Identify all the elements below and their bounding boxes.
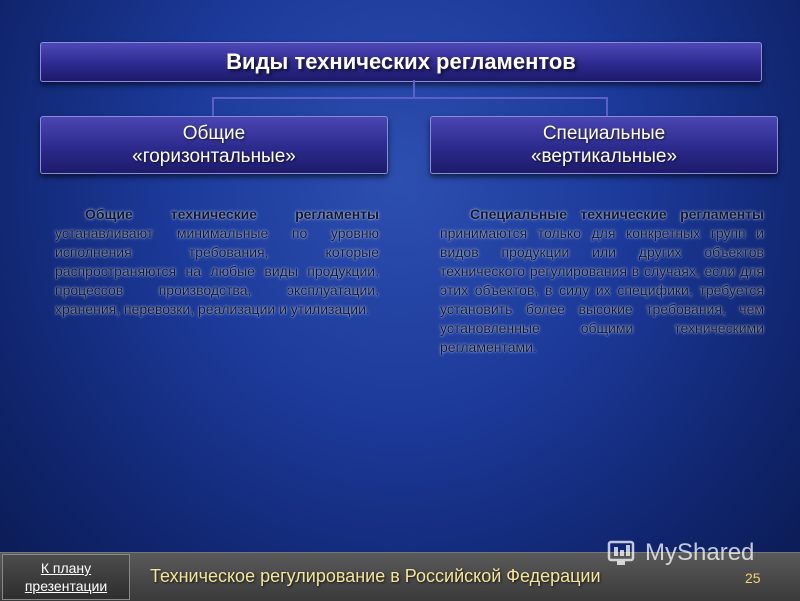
connector-right-drop: [606, 97, 608, 116]
to-plan-line1: К плану: [40, 560, 92, 576]
category-general-box: [40, 116, 388, 174]
special-description-bold: Специальные технические регламенты: [470, 206, 764, 222]
category-special-line1: Специальные: [542, 123, 666, 144]
category-general-line2: «горизонтальные»: [132, 146, 296, 167]
category-special-line2: «вертикальные»: [530, 146, 678, 167]
general-description-bold: Общие технические регламенты: [85, 206, 379, 222]
connector-left-drop: [212, 97, 214, 116]
diagram-title-box: [40, 42, 762, 82]
diagram-title: Виды технических регламентов: [226, 49, 576, 74]
special-description: [440, 205, 764, 357]
watermark-text: MyShared: [645, 539, 755, 566]
category-general-line1: Общие: [182, 123, 246, 144]
general-description-text: устанавливают минимальные по уровню исполнения требования, которые распространяются на любые виды продукции, процессов производства, эксплуатации, хранения, перевозки, реализации и утилизации.: [55, 225, 379, 317]
connector-horizontal: [212, 97, 608, 99]
to-plan-button[interactable]: [2, 554, 130, 600]
slide-number: 25: [745, 570, 761, 586]
category-special-box: [430, 116, 778, 174]
connector-vertical-top: [413, 80, 415, 98]
to-plan-line2: презентации: [24, 578, 108, 594]
myshared-watermark: [607, 536, 754, 570]
general-description: [55, 205, 379, 319]
special-description-text: принимаются только для конкретных групп и видов продукции или других объектов технического регулирования в случаях, если для этих объектов, в силу их специфики, требуется установить более высокие требования, чем установленные общими техническими регламентами.: [440, 225, 764, 355]
myshared-logo-icon: [607, 538, 641, 568]
footer-caption: Техническое регулирование в Российской Федерации: [150, 566, 601, 586]
